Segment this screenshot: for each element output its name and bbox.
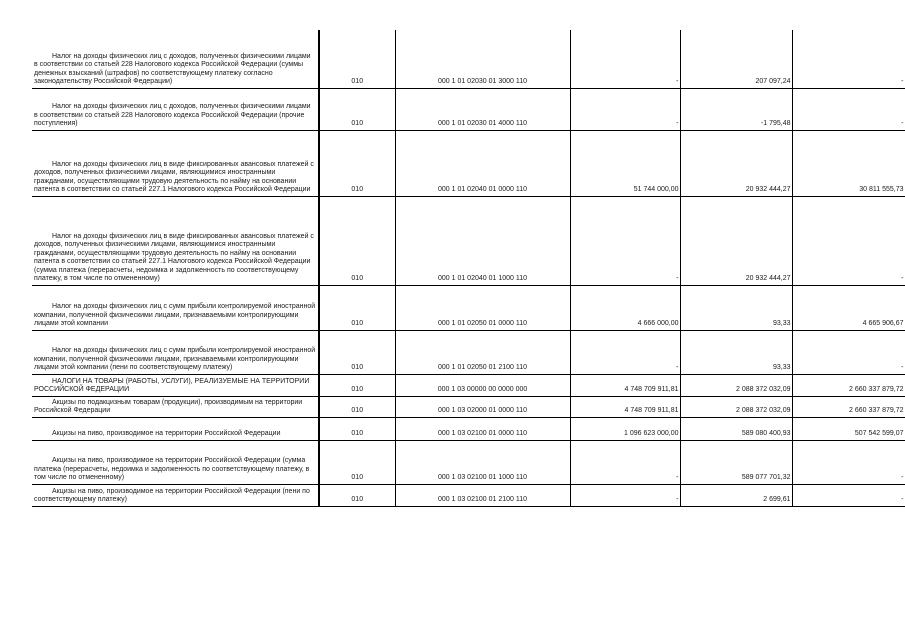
row-name-cell xyxy=(32,285,319,330)
row-approved: - xyxy=(570,196,680,285)
table-row xyxy=(32,330,905,374)
row-name-cell xyxy=(32,88,319,130)
row-code: 010 xyxy=(319,285,395,330)
table-row xyxy=(32,130,905,196)
row-name-cell xyxy=(32,196,319,285)
row-executed: 93,33 xyxy=(680,330,792,374)
row-name-cell xyxy=(32,330,319,374)
row-code: 010 xyxy=(319,196,395,285)
row-kbk: 000 1 03 02100 01 0000 110 xyxy=(395,417,570,440)
row-code: 010 xyxy=(319,417,395,440)
row-approved: 4 666 000,00 xyxy=(570,285,680,330)
row-kbk: 000 1 01 02040 01 1000 110 xyxy=(395,196,570,285)
row-kbk: 000 1 01 02030 01 3000 110 xyxy=(395,30,570,88)
row-name: Налог на доходы физических лиц с доходов, полученных физическими лицами в соответствии со статьей 228 Налогового кодекса Российской Федерации (суммы денежных взысканий (штрафов) по соответствующему платежу согласно законодательству Российской Федерации) xyxy=(34,52,311,85)
row-approved: - xyxy=(570,88,680,130)
row-name: Акцизы на пиво, производимое на территории Российской Федерации (пени по соответствующему платежу) xyxy=(34,487,310,503)
row-executed: 2 088 372 032,09 xyxy=(680,374,792,396)
row-name-cell xyxy=(32,396,319,417)
row-executed: 2 088 372 032,09 xyxy=(680,396,792,417)
row-approved: - xyxy=(570,30,680,88)
row-name-cell xyxy=(32,417,319,440)
row-executed: 2 699,61 xyxy=(680,484,792,506)
row-approved: - xyxy=(570,330,680,374)
row-approved: 51 744 000,00 xyxy=(570,130,680,196)
row-kbk: 000 1 03 00000 00 0000 000 xyxy=(395,374,570,396)
row-kbk: 000 1 03 02100 01 1000 110 xyxy=(395,440,570,484)
row-approved: - xyxy=(570,440,680,484)
row-name: Акцизы на пиво, производимое на территории Российской Федерации xyxy=(52,430,281,437)
row-executed: 207 097,24 xyxy=(680,30,792,88)
row-name: Акцизы по подакцизным товарам (продукции), производимым на территории Российской Федерации xyxy=(34,398,303,414)
table-row xyxy=(32,196,905,285)
row-name: Налог на доходы физических лиц в виде фиксированных авансовых платежей с доходов, полученных физическими лицами, являющимися иностранными гражданами, осуществляющими трудовую деятельность по найму на основании патента в соответствии со статьей 227.1 Налогового кодекса Российской Федерации xyxy=(34,160,314,193)
row-executed: 589 077 701,32 xyxy=(680,440,792,484)
table-row xyxy=(32,88,905,130)
table-row xyxy=(32,374,905,396)
row-kbk: 000 1 01 02030 01 4000 110 xyxy=(395,88,570,130)
row-code: 010 xyxy=(319,374,395,396)
row-code: 010 xyxy=(319,330,395,374)
row-code: 010 xyxy=(319,440,395,484)
row-kbk: 000 1 03 02000 01 0000 110 xyxy=(395,396,570,417)
table-row xyxy=(32,285,905,330)
row-unexecuted: - xyxy=(792,196,905,285)
row-approved: - xyxy=(570,484,680,506)
row-name: НАЛОГИ НА ТОВАРЫ (РАБОТЫ, УСЛУГИ), РЕАЛИЗУЕМЫЕ НА ТЕРРИТОРИИ РОССИЙСКОЙ ФЕДЕРАЦИИ xyxy=(34,377,310,393)
row-executed: 20 932 444,27 xyxy=(680,196,792,285)
row-code: 010 xyxy=(319,396,395,417)
row-kbk: 000 1 03 02100 01 2100 110 xyxy=(395,484,570,506)
row-name-cell xyxy=(32,440,319,484)
row-kbk: 000 1 01 02050 01 2100 110 xyxy=(395,330,570,374)
table-row xyxy=(32,440,905,484)
row-unexecuted: - xyxy=(792,88,905,130)
revenue-table xyxy=(32,30,905,507)
row-code: 010 xyxy=(319,484,395,506)
row-executed: 20 932 444,27 xyxy=(680,130,792,196)
row-approved: 1 096 623 000,00 xyxy=(570,417,680,440)
row-unexecuted: - xyxy=(792,484,905,506)
row-code: 010 xyxy=(319,30,395,88)
row-executed: -1 795,48 xyxy=(680,88,792,130)
row-executed: 93,33 xyxy=(680,285,792,330)
table-row xyxy=(32,484,905,506)
row-name: Налог на доходы физических лиц с доходов, полученных физическими лицами в соответствии со статьей 228 Налогового кодекса Российской Федерации (прочие поступления) xyxy=(34,103,311,127)
row-unexecuted: 4 665 906,67 xyxy=(792,285,905,330)
row-code: 010 xyxy=(319,88,395,130)
row-name-cell xyxy=(32,30,319,88)
row-executed: 589 080 400,93 xyxy=(680,417,792,440)
table-row xyxy=(32,30,905,88)
row-unexecuted: - xyxy=(792,330,905,374)
row-unexecuted: 30 811 555,73 xyxy=(792,130,905,196)
row-unexecuted: 2 660 337 879,72 xyxy=(792,396,905,417)
row-approved: 4 748 709 911,81 xyxy=(570,396,680,417)
row-name-cell xyxy=(32,374,319,396)
row-name-cell xyxy=(32,130,319,196)
row-name: Налог на доходы физических лиц в виде фиксированных авансовых платежей с доходов, полученных физическими лицами, являющимися иностранными гражданами, осуществляющими трудовую деятельность по найму на основании патента в соответствии со статьей 227.1 Налогового кодекса Российской Федерации (сумма платежа (перерасчеты, недоимка и задолженность по соответствующему платежу, в том числе по отмененному) xyxy=(34,232,314,282)
row-name-cell xyxy=(32,484,319,506)
row-approved: 4 748 709 911,81 xyxy=(570,374,680,396)
row-unexecuted: 2 660 337 879,72 xyxy=(792,374,905,396)
row-kbk: 000 1 01 02040 01 0000 110 xyxy=(395,130,570,196)
row-name: Акцизы на пиво, производимое на территории Российской Федерации (сумма платежа (перерасчеты, недоимка и задолженность по соответствующему платежу, в том числе по отмененному) xyxy=(34,457,310,481)
row-unexecuted: - xyxy=(792,30,905,88)
row-unexecuted: - xyxy=(792,440,905,484)
row-name: Налог на доходы физических лиц с сумм прибыли контролируемой иностранной компании, полученной физическими лицами, признаваемыми контролирующими лицами этой компании xyxy=(34,303,316,327)
row-code: 010 xyxy=(319,130,395,196)
table-row xyxy=(32,417,905,440)
row-name: Налог на доходы физических лиц с сумм прибыли контролируемой иностранной компании, полученной физическими лицами, признаваемыми контролирующими лицами этой компании (пени по соответствующему платежу) xyxy=(34,347,316,371)
table-row xyxy=(32,396,905,417)
row-kbk: 000 1 01 02050 01 0000 110 xyxy=(395,285,570,330)
row-unexecuted: 507 542 599,07 xyxy=(792,417,905,440)
